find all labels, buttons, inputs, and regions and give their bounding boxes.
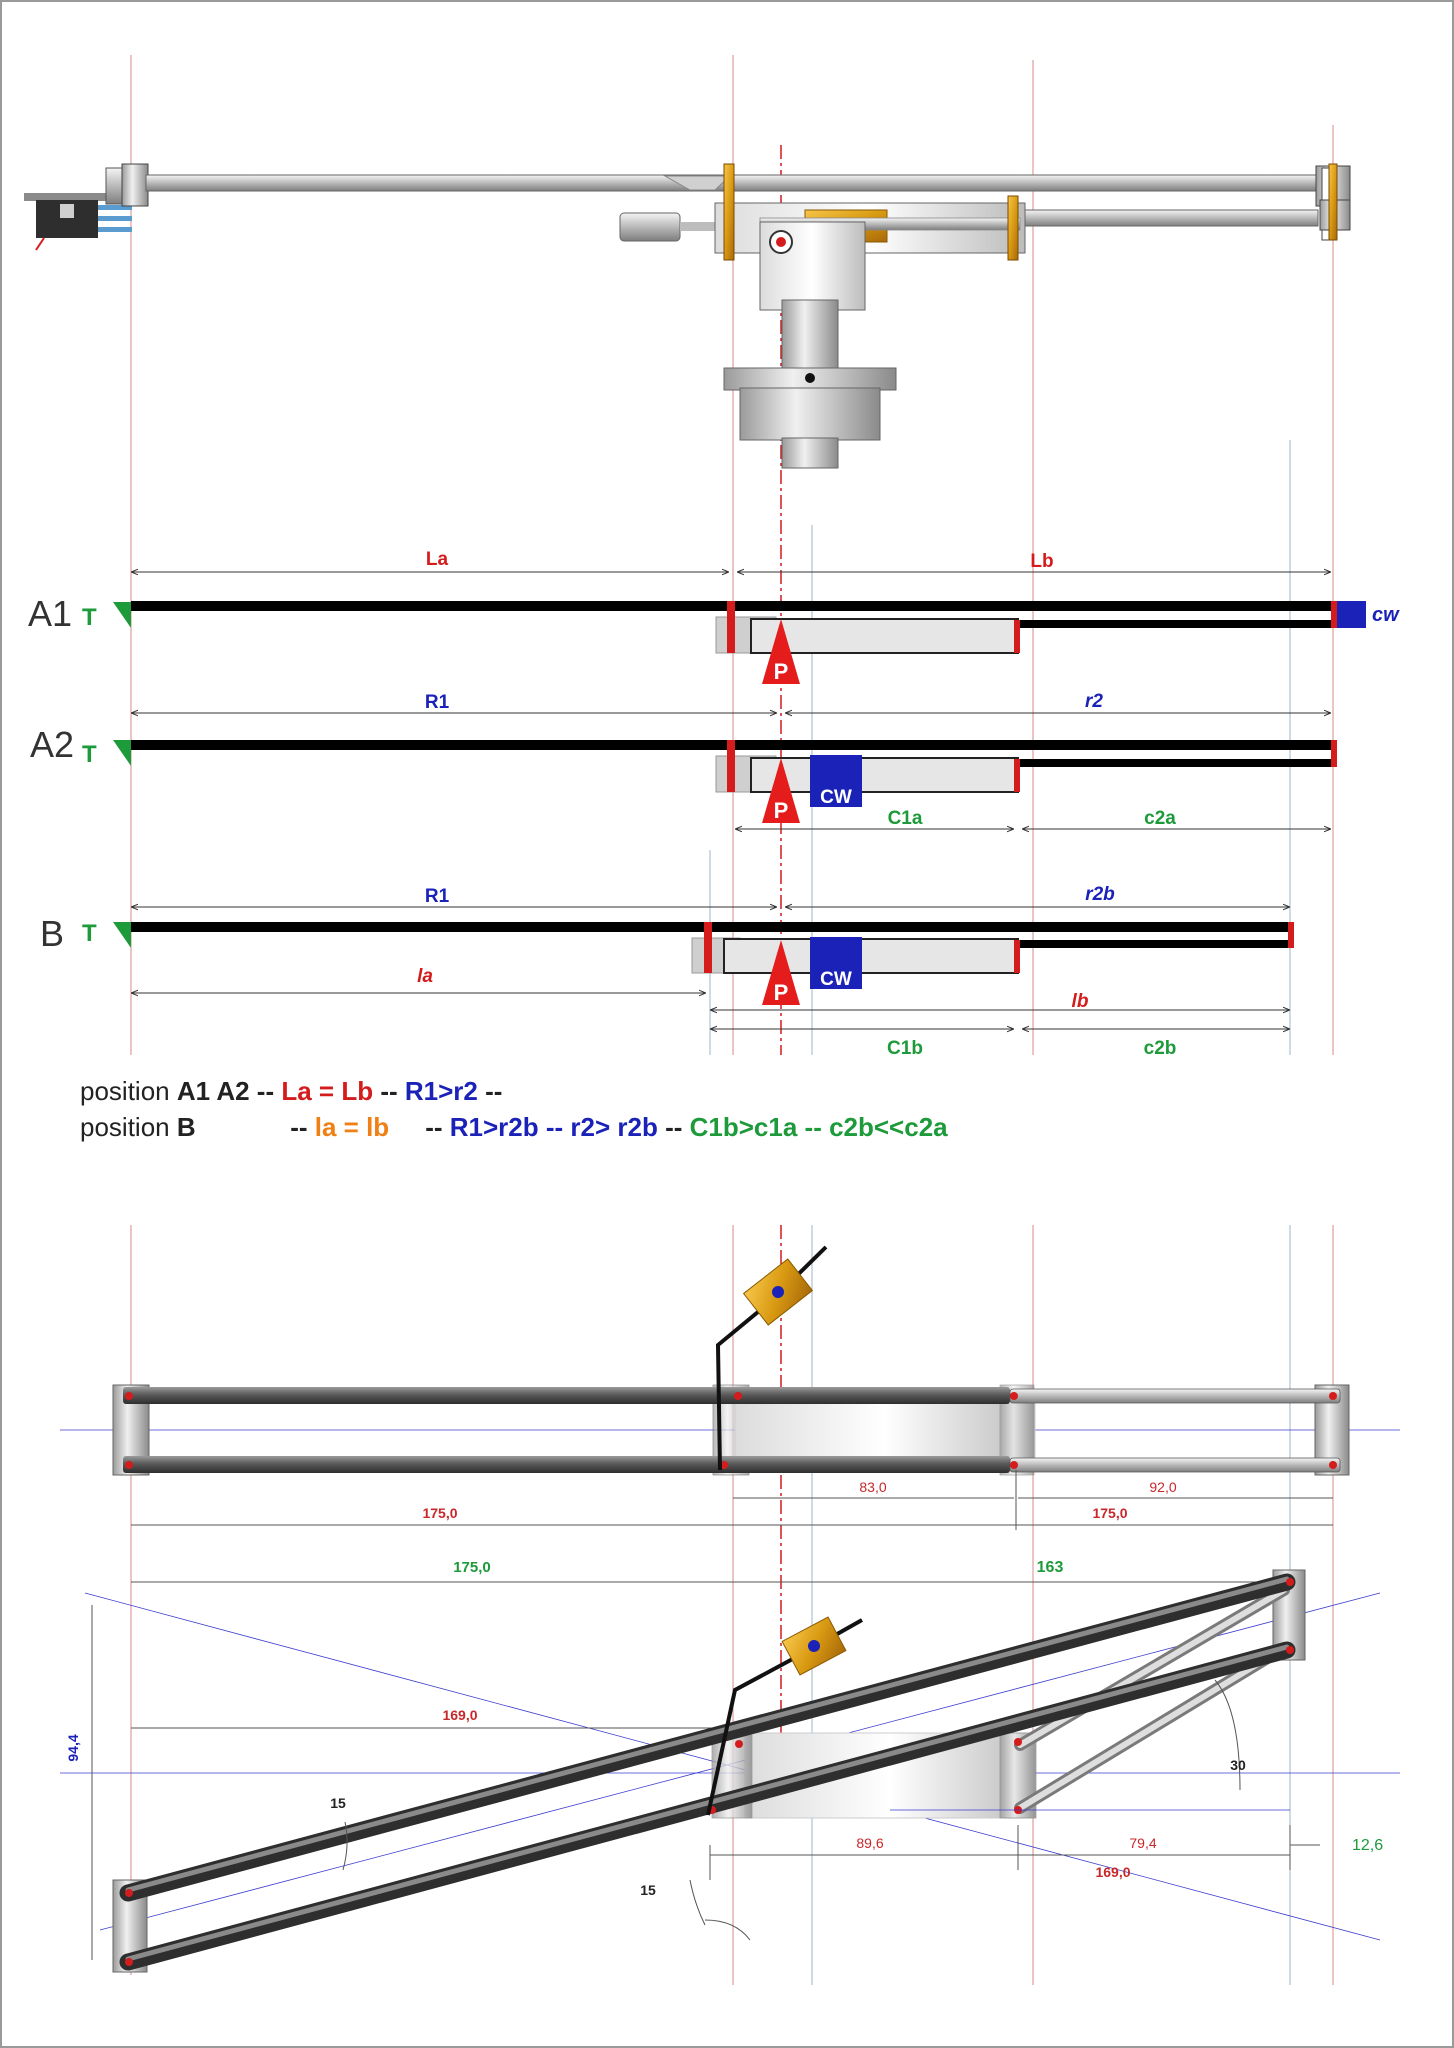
angle-30: 30 [1230, 1757, 1246, 1773]
label-r1-a2: R1 [424, 692, 450, 713]
label-lb-lower: lb [1071, 991, 1089, 1012]
dark-tube-1 [123, 1387, 1010, 1404]
dim-92: 92,0 [1149, 1479, 1177, 1495]
dim-94: 94,4 [65, 1734, 81, 1762]
angle-15-a: 15 [330, 1795, 346, 1811]
counterweight-icon [620, 213, 680, 241]
dim-169-b: 169,0 [1095, 1864, 1131, 1880]
legend-line-1: position A1 A2 -- La = Lb -- R1>r2 -- [80, 1076, 503, 1106]
dim-83: 83,0 [859, 1479, 887, 1495]
label-t-a1: T [82, 604, 97, 631]
label-cw-a2: CW [820, 787, 852, 808]
dim-79: 79,4 [1129, 1835, 1157, 1851]
label-c2a: c2a [1144, 808, 1176, 829]
label-c1a: C1a [887, 808, 923, 829]
dim-175-a: 175,0 [422, 1505, 458, 1521]
dim-163: 163 [1036, 1559, 1064, 1576]
label-a2: A2 [30, 724, 75, 765]
dim-175-green: 175,0 [453, 1559, 491, 1576]
dim-169-a: 169,0 [442, 1707, 478, 1723]
cw-block-a1 [1337, 601, 1366, 628]
label-r2b: r2b [1085, 884, 1115, 905]
label-b: B [40, 913, 65, 954]
label-c1b: C1b [887, 1038, 923, 1059]
label-p-a1: P [773, 659, 789, 684]
label-t-b: T [82, 920, 97, 947]
label-la-lower: la [417, 966, 433, 987]
lower-arm-tube [1020, 210, 1318, 226]
label-r1-b: R1 [424, 886, 450, 907]
label-cw-italic: cw [1372, 604, 1399, 626]
label-c2b: c2b [1143, 1038, 1177, 1059]
legend-line-2: position B -- la = lb -- R1>r2b -- r2> r2b -- C1b>c1a -- c2b<<c2a [80, 1112, 948, 1142]
label-t-a2: T [82, 741, 97, 768]
label-r2: r2 [1085, 691, 1103, 712]
label-p-b: P [773, 980, 789, 1005]
dark-tube-2 [123, 1456, 1010, 1473]
angle-15-b: 15 [640, 1882, 656, 1898]
dim-89: 89,6 [856, 1835, 884, 1851]
label-lb-upper: Lb [1030, 551, 1054, 572]
label-la-upper: La [425, 549, 449, 570]
label-a1: A1 [28, 593, 73, 634]
label-p-a2: P [773, 798, 789, 823]
dim-175-b: 175,0 [1092, 1505, 1128, 1521]
label-cw-b: CW [820, 969, 852, 990]
dim-12: 12,6 [1352, 1837, 1384, 1854]
